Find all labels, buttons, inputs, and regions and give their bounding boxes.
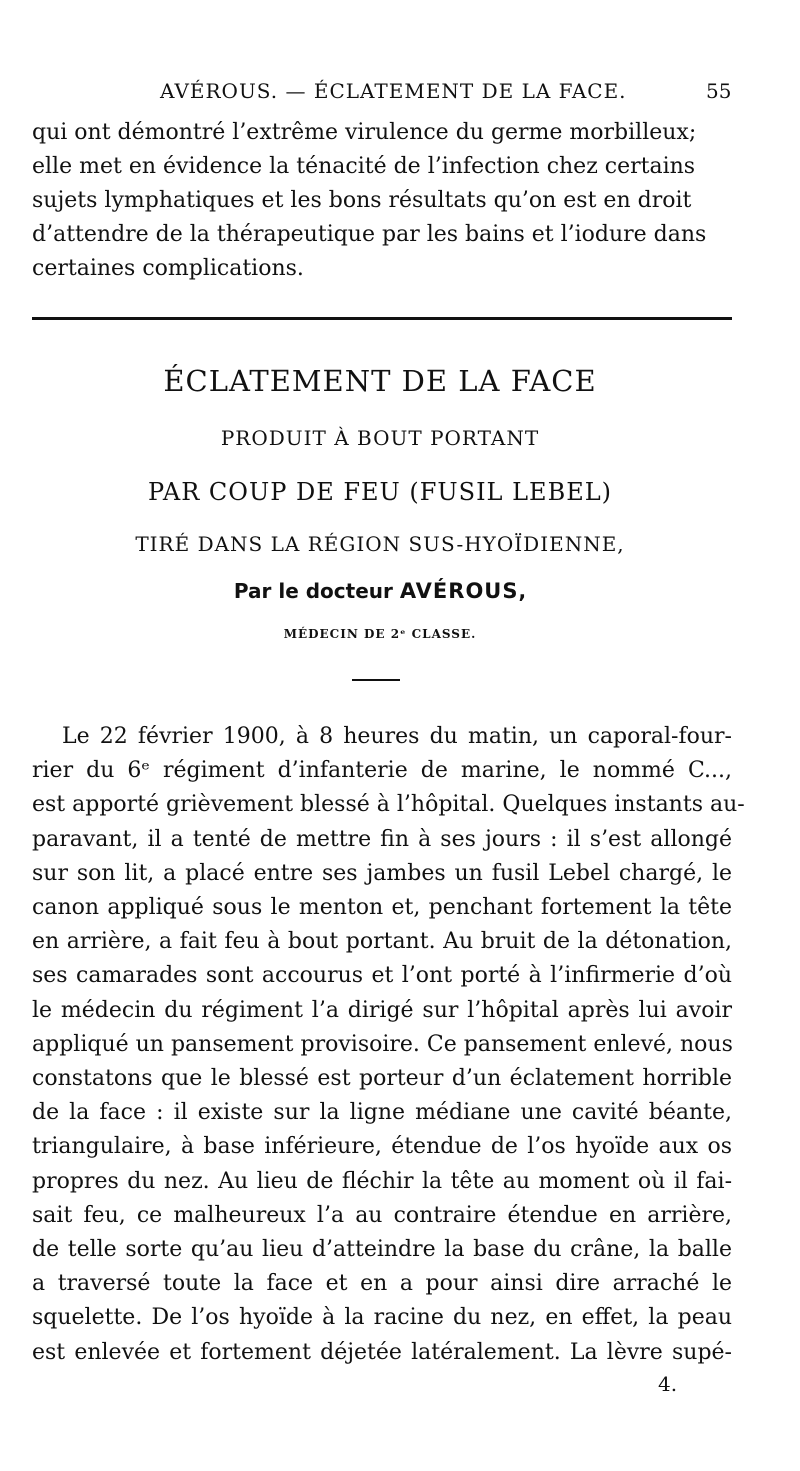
text-line: certaines complications. — [32, 256, 304, 281]
body-line: a traversé toute la face et en a pour ainsi dire arraché le — [32, 1271, 732, 1297]
body-line: est apporté grièvement blessé à l’hôpital. Quelques instants au- — [32, 792, 745, 818]
body-line: est enlevée et fortement déjetée latéralement. La lèvre supé- — [32, 1339, 732, 1365]
previous-article-ending — [32, 116, 732, 286]
article-subtitle-1: PRODUIT À BOUT PORTANT — [220, 426, 540, 450]
running-title: AVÉROUS. — ÉCLATEMENT DE LA FACE. — [160, 79, 627, 103]
title-rule — [352, 679, 400, 681]
article-title: ÉCLATEMENT DE LA FACE — [163, 364, 597, 398]
author-prefix: Par le docteur — [233, 579, 393, 603]
body-line: paravant, il a tenté de mettre fin à ses jours : il s’est allongé — [32, 826, 732, 852]
text-line: elle met en évidence la ténacité de l’infection chez certains — [32, 154, 696, 179]
body-line: ses camarades sont accourus et l’ont porté à l’infirmerie d’où — [32, 963, 732, 989]
running-head — [0, 79, 800, 109]
body-line: de telle sorte qu’au lieu d’atteindre la base du crâne, la balle — [32, 1237, 732, 1263]
body-line: en arrière, a fait feu à bout portant. Au bruit de la détonation, — [32, 929, 732, 955]
body-line: constatons que le blessé est porteur d’un éclatement horrible — [32, 1066, 732, 1092]
body-line: sur son lit, a placé entre ses jambes un fusil Lebel chargé, le — [32, 860, 732, 886]
text-line: qui ont démontré l’extrême virulence du germe morbilleux; — [32, 120, 697, 145]
body-line: squelette. De l’os hyoïde à la racine du nez, en effet, la peau — [32, 1305, 732, 1331]
section-divider — [32, 317, 732, 320]
author-suffix: , — [518, 579, 527, 603]
body-line: Le 22 février 1900, à 8 heures du matin, un caporal-four- — [62, 724, 732, 749]
article-body — [32, 720, 745, 1370]
author-line — [0, 579, 760, 603]
text-line: sujets lymphatiques et les bons résultats qu’on est en droit — [32, 188, 692, 213]
printer-signature-mark: 4. — [658, 1372, 678, 1396]
body-line: appliqué un pansement provisoire. Ce pansement enlevé, nous — [32, 1031, 733, 1057]
body-line: de la face : il existe sur la ligne médiane une cavité béante, — [32, 1100, 732, 1126]
body-line: canon appliqué sous le menton et, penchant fortement la tête — [32, 895, 732, 921]
article-subtitle-2: PAR COUP DE FEU (FUSIL LEBEL) — [147, 478, 613, 506]
author-name: AVÉROUS — [399, 579, 519, 603]
body-line: sait feu, ce malheureux l’a au contraire étendue en arrière, — [32, 1202, 732, 1228]
text-line: d’attendre de la thérapeutique par les bains et l’iodure dans — [32, 222, 707, 247]
body-line: rier du 6ᵉ régiment d’infanterie de marine, le nommé C..., — [32, 758, 732, 784]
article-subtitle-3: TIRÉ DANS LA RÉGION SUS-HYOÏDIENNE, — [135, 532, 625, 556]
body-line: propres du nez. Au lieu de fléchir la tête au moment où il fai- — [32, 1168, 732, 1194]
page-number: 55 — [706, 79, 732, 103]
body-line: le médecin du régiment l’a dirigé sur l’hôpital après lui avoir — [32, 997, 732, 1023]
body-line: triangulaire, à base inférieure, étendue de l’os hyoïde aux os — [32, 1134, 732, 1160]
author-role: MÉDECIN DE 2ᵉ CLASSE. — [283, 627, 477, 641]
